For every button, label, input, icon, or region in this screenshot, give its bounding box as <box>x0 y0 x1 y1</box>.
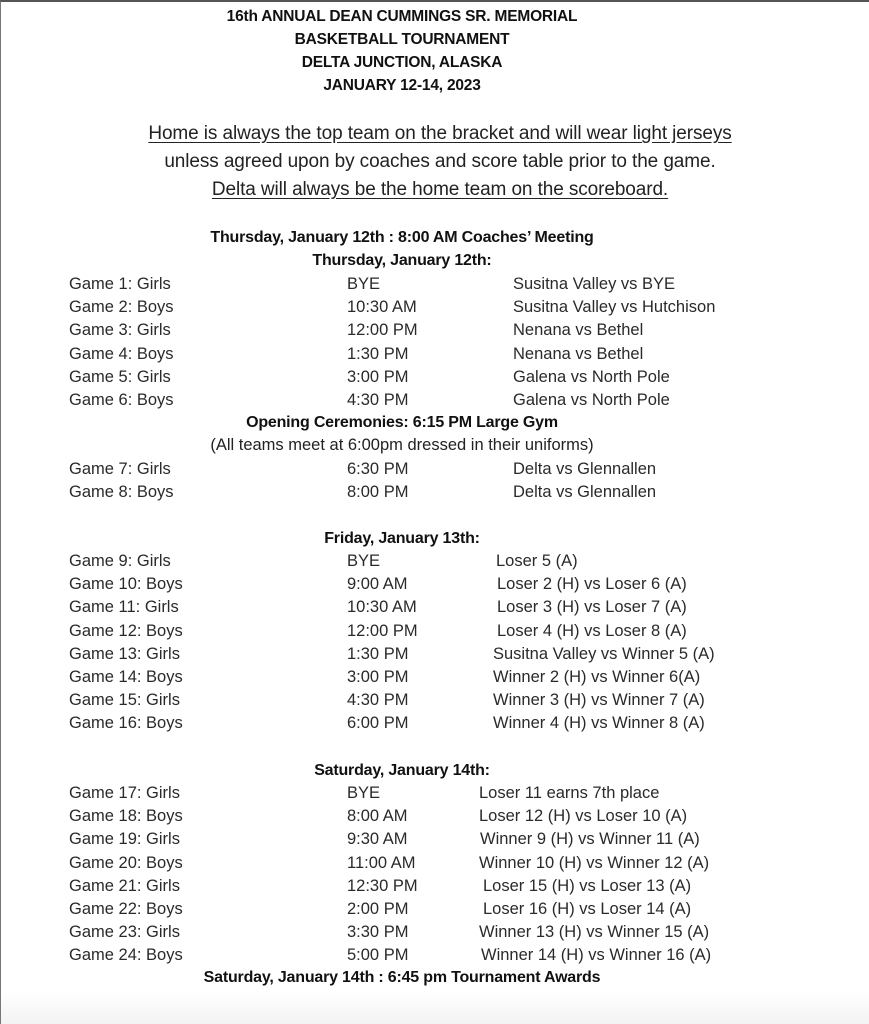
game-label: Game 5: Girls <box>69 367 171 386</box>
game-matchup: Loser 4 (H) vs Loser 8 (A) <box>497 621 687 640</box>
game-label: Game 24: Boys <box>69 946 183 965</box>
saturday-heading: Saturday, January 14th: <box>314 762 490 779</box>
game-row <box>1 483 869 506</box>
game-row <box>1 923 869 946</box>
game-row <box>1 691 869 714</box>
scoreboard-notice: Delta will always be the home team on the scoreboard. <box>211 179 669 200</box>
game-row <box>1 714 869 737</box>
game-time: BYE <box>347 552 381 570</box>
game-time: 3:00 PM <box>347 367 409 386</box>
tournament-awards-heading: Saturday, January 14th : 6:45 pm Tournament Awards <box>203 969 601 986</box>
game-matchup: Winner 3 (H) vs Winner 7 (A) <box>493 691 705 710</box>
game-time: 10:30 AM <box>347 598 417 617</box>
home-team-notice-line-2: unless agreed upon by coaches and score table prior to the game. <box>164 151 716 172</box>
game-time: 8:00 PM <box>347 483 409 502</box>
game-matchup: Delta vs Glennallen <box>513 483 657 502</box>
game-row <box>1 275 869 298</box>
home-team-notice-line-1: Home is always the top team on the bracket and will wear light jerseys <box>148 123 732 144</box>
game-label: Game 1: Girls <box>69 275 171 293</box>
game-label: Game 7: Girls <box>69 460 171 478</box>
game-row <box>1 946 869 969</box>
game-matchup: Susitna Valley vs BYE <box>513 275 676 293</box>
game-row <box>1 391 869 414</box>
game-matchup: Loser 2 (H) vs Loser 6 (A) <box>497 575 687 594</box>
game-time: BYE <box>347 784 381 802</box>
game-matchup: Loser 16 (H) vs Loser 14 (A) <box>483 900 692 918</box>
game-label: Game 13: Girls <box>69 644 180 663</box>
game-time: 3:00 PM <box>347 668 409 686</box>
game-label: Game 2: Boys <box>69 298 174 317</box>
game-matchup: Loser 3 (H) vs Loser 7 (A) <box>497 598 687 617</box>
game-matchup: Winner 9 (H) vs Winner 11 (A) <box>480 830 700 849</box>
game-row <box>1 552 869 575</box>
game-time: 6:00 PM <box>347 714 409 733</box>
game-label: Game 20: Boys <box>69 853 183 872</box>
game-time: 1:30 PM <box>347 344 409 363</box>
game-label: Game 23: Girls <box>69 923 180 942</box>
game-time: 12:00 PM <box>347 321 418 340</box>
game-label: Game 15: Girls <box>69 691 180 710</box>
game-time: 4:30 PM <box>347 691 409 710</box>
game-time: 12:00 PM <box>347 621 418 640</box>
game-matchup: Loser 15 (H) vs Loser 13 (A) <box>483 876 692 895</box>
game-row <box>1 298 869 321</box>
game-time: 4:30 PM <box>347 391 409 409</box>
game-label: Game 8: Boys <box>69 483 174 502</box>
tournament-title-line-1: 16th ANNUAL DEAN CUMMINGS SR. MEMORIAL <box>226 8 578 25</box>
game-row <box>1 807 869 830</box>
game-time: 6:30 PM <box>347 460 409 478</box>
tournament-dates: JANUARY 12-14, 2023 <box>323 77 481 94</box>
game-matchup: Loser 11 earns 7th place <box>479 784 660 802</box>
opening-ceremonies-note: (All teams meet at 6:00pm dressed in their uniforms) <box>210 436 594 454</box>
game-time: 9:00 AM <box>347 575 408 594</box>
game-row <box>1 575 869 598</box>
game-row <box>1 645 869 668</box>
game-label: Game 21: Girls <box>69 876 180 895</box>
game-matchup: Winner 2 (H) vs Winner 6(A) <box>493 668 701 686</box>
game-label: Game 16: Boys <box>69 714 183 733</box>
game-matchup: Nenana vs Bethel <box>513 344 644 363</box>
game-row <box>1 460 869 483</box>
game-row <box>1 900 869 923</box>
game-time: 8:00 AM <box>347 807 408 826</box>
tournament-title-line-2: BASKETBALL TOURNAMENT <box>294 31 510 48</box>
game-row <box>1 830 869 853</box>
coaches-meeting-heading: Thursday, January 12th : 8:00 AM Coaches’ Meeting <box>210 229 594 246</box>
thursday-heading: Thursday, January 12th: <box>312 252 492 269</box>
game-matchup: Winner 10 (H) vs Winner 12 (A) <box>479 853 710 872</box>
game-row <box>1 598 869 621</box>
game-label: Game 6: Boys <box>69 391 174 409</box>
game-matchup: Susitna Valley vs Hutchison <box>513 298 716 317</box>
game-time: 5:00 PM <box>347 946 409 965</box>
game-label: Game 3: Girls <box>69 321 171 340</box>
game-time: 12:30 PM <box>347 876 418 895</box>
game-matchup: Loser 5 (A) <box>496 552 578 570</box>
game-row <box>1 784 869 807</box>
game-row <box>1 622 869 645</box>
game-matchup: Nenana vs Bethel <box>513 321 644 340</box>
game-label: Game 22: Boys <box>69 900 183 918</box>
game-row <box>1 854 869 877</box>
game-time: 10:30 AM <box>347 298 417 317</box>
game-label: Game 18: Boys <box>69 807 183 826</box>
game-matchup: Galena vs North Pole <box>513 367 670 386</box>
friday-heading: Friday, January 13th: <box>324 530 480 547</box>
game-time: 1:30 PM <box>347 644 409 663</box>
game-row <box>1 345 869 368</box>
game-time: 9:30 AM <box>347 830 408 849</box>
game-label: Game 4: Boys <box>69 344 174 363</box>
game-row <box>1 668 869 691</box>
tournament-location: DELTA JUNCTION, ALASKA <box>301 54 503 71</box>
game-label: Game 12: Boys <box>69 621 183 640</box>
opening-ceremonies-heading: Opening Ceremonies: 6:15 PM Large Gym <box>246 414 558 431</box>
game-matchup: Winner 13 (H) vs Winner 15 (A) <box>479 923 710 942</box>
game-time: 11:00 AM <box>347 853 416 872</box>
game-label: Game 9: Girls <box>69 552 171 570</box>
game-label: Game 17: Girls <box>69 784 180 802</box>
game-matchup: Galena vs North Pole <box>513 391 670 409</box>
game-time: BYE <box>347 275 381 293</box>
game-matchup: Delta vs Glennallen <box>513 460 657 478</box>
game-label: Game 14: Boys <box>69 668 183 686</box>
game-time: 2:00 PM <box>347 900 409 918</box>
game-time: 3:30 PM <box>347 923 409 942</box>
game-row <box>1 877 869 900</box>
game-row <box>1 368 869 391</box>
game-matchup: Winner 4 (H) vs Winner 8 (A) <box>493 714 705 733</box>
game-matchup: Winner 14 (H) vs Winner 16 (A) <box>481 946 712 965</box>
game-label: Game 19: Girls <box>69 830 180 849</box>
game-label: Game 10: Boys <box>69 575 183 594</box>
game-row <box>1 321 869 344</box>
game-matchup: Loser 12 (H) vs Loser 10 (A) <box>479 807 688 826</box>
game-label: Game 11: Girls <box>69 598 179 617</box>
game-matchup: Susitna Valley vs Winner 5 (A) <box>493 644 715 663</box>
